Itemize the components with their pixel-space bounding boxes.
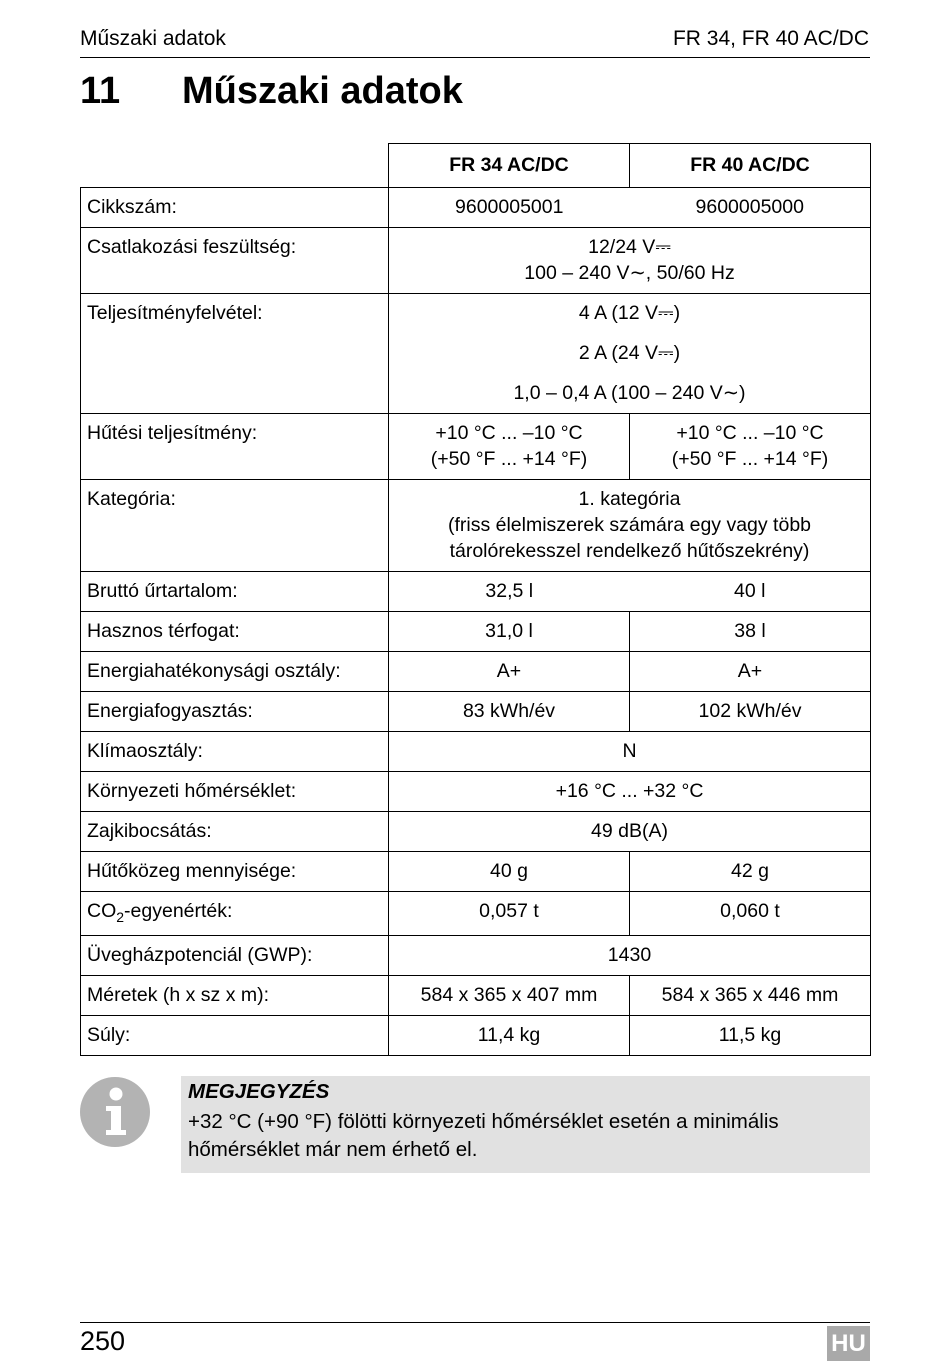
running-header-model: FR 34, FR 40 AC/DC [672,27,869,50]
table-row [81,612,871,652]
cell-value: A+ [389,652,630,692]
cell-value: 1430 [389,936,871,976]
row-label [81,892,389,936]
note-text: +32 °C (+90 °F) fölötti környezeti hőmérséklet esetén a minimális hőmérséklet már nem érhető el. [188,1110,779,1161]
table-row [81,892,871,936]
table-row [81,228,871,294]
column-header-fr40: FR 40 AC/DC [630,144,871,188]
power-12v: 4 A (12 V⎓) [578,302,681,324]
section-title: Műszaki adatok [182,70,463,112]
row-label: Súly: [81,1016,389,1056]
voltage-ac: 100 – 240 V∼, 50/60 Hz [524,262,735,284]
category-line: 1. kategória [578,488,681,510]
cell-value [630,414,871,480]
table-row [81,732,871,772]
co2-label-suffix: -egyenérték: [124,900,233,922]
spec-table [80,143,871,1056]
cell-value: 0,060 t [630,892,871,936]
table-row [81,414,871,480]
table-row [81,812,871,852]
cooling-celsius: +10 °C ... –10 °C [676,422,824,444]
table-row [81,480,871,572]
co2-label-main: CO [87,900,117,922]
cell-value: 584 x 365 x 446 mm [630,976,871,1016]
cell-value: 31,0 l [389,612,630,652]
cell-value: 40 l [630,572,871,612]
cell-value: 102 kWh/év [630,692,871,732]
row-label: Cikkszám: [81,188,389,228]
table-row [81,188,871,228]
cell-value [389,414,630,480]
table-header-row [81,144,871,188]
table-row [81,852,871,892]
row-label: Hűtőközeg mennyisége: [81,852,389,892]
cell-value: 83 kWh/év [389,692,630,732]
running-header-title: Műszaki adatok [80,27,226,50]
cell-value: 11,4 kg [389,1016,630,1056]
cell-value: 0,057 t [389,892,630,936]
cell-value [389,294,871,414]
table-row [81,294,871,414]
cell-value: 38 l [630,612,871,652]
cell-value: 40 g [389,852,630,892]
row-label: Energiafogyasztás: [81,692,389,732]
cooling-fahrenheit: (+50 °F ... +14 °F) [671,448,829,470]
row-label: Csatlakozási feszültség: [81,228,389,294]
row-label: Zajkibocsátás: [81,812,389,852]
row-label: Hasznos térfogat: [81,612,389,652]
cell-value: 11,5 kg [630,1016,871,1056]
row-label: Klímaosztály: [81,732,389,772]
cell-value: 584 x 365 x 407 mm [389,976,630,1016]
cell-value: 42 g [630,852,871,892]
category-line: tárolórekesszel rendelkező hűtőszekrény) [449,540,810,562]
table-row [81,692,871,732]
row-label: Bruttó űrtartalom: [81,572,389,612]
column-header-fr34: FR 34 AC/DC [389,144,630,188]
cell-value: 32,5 l [389,572,630,612]
table-row [81,572,871,612]
cell-value: 49 dB(A) [389,812,871,852]
note-title: MEGJEGYZÉS [188,1080,330,1103]
cell-value: +16 °C ... +32 °C [389,772,871,812]
section-number: 11 [80,70,121,112]
table-row [81,936,871,976]
cell-value: A+ [630,652,871,692]
header-divider [80,57,870,58]
cell-value [389,228,871,294]
table-header-empty [81,144,389,188]
page-number: 250 [80,1326,126,1356]
info-icon [80,1077,150,1147]
table-row [81,652,871,692]
cell-value: 9600005001 [389,188,630,228]
row-label: Környezeti hőmérséklet: [81,772,389,812]
cell-value: 9600005000 [630,188,871,228]
power-24v: 2 A (24 V⎓) [578,342,681,364]
table-row [81,1016,871,1056]
row-label: Hűtési teljesítmény: [81,414,389,480]
row-label: Üvegházpotenciál (GWP): [81,936,389,976]
footer-divider [80,1322,870,1323]
language-badge: HU [827,1326,870,1361]
co2-label-subscript: 2 [116,908,125,925]
row-label: Méretek (h x sz x m): [81,976,389,1016]
category-line: (friss élelmiszerek számára egy vagy több [447,514,812,536]
cooling-celsius: +10 °C ... –10 °C [435,422,583,444]
voltage-dc: 12/24 V⎓ [588,236,671,258]
cell-value [389,480,871,572]
table-row [81,976,871,1016]
cooling-fahrenheit: (+50 °F ... +14 °F) [430,448,588,470]
row-label: Kategória: [81,480,389,572]
table-row [81,772,871,812]
cell-value: N [389,732,871,772]
power-ac: 1,0 – 0,4 A (100 – 240 V∼) [513,382,746,404]
row-label: Teljesítményfelvétel: [81,294,389,414]
row-label: Energiahatékonysági osztály: [81,652,389,692]
